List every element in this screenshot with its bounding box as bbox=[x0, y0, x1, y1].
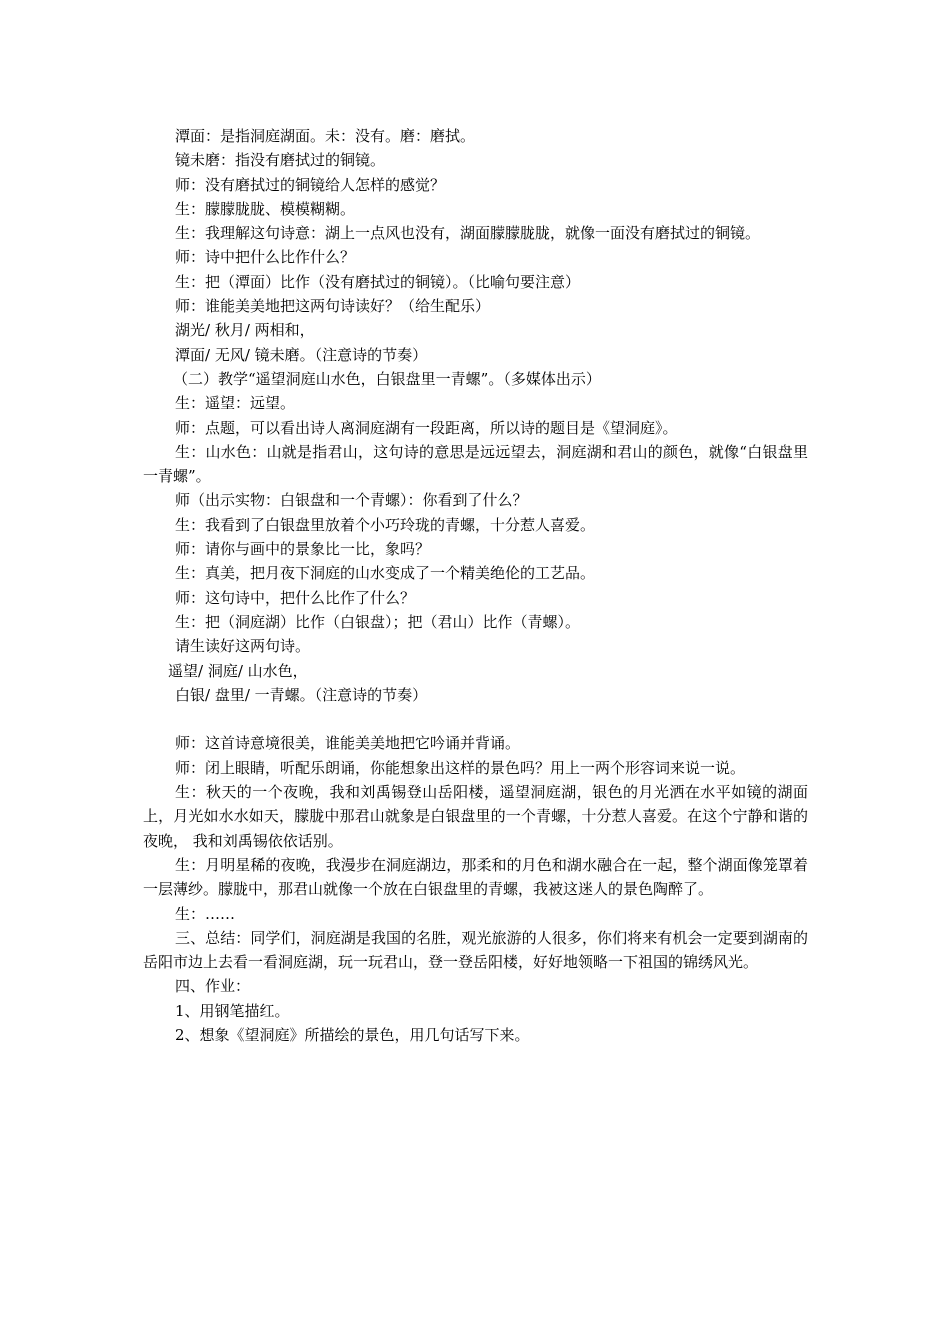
text-line: 生：我看到了白银盘里放着个小巧玲珑的青螺，十分惹人喜爱。 bbox=[175, 515, 596, 534]
section-heading: （二）教学“遥望洞庭山水色，白银盘里一青螺”。（多媒体出示） bbox=[173, 369, 601, 388]
document-body bbox=[143, 124, 808, 1047]
text-line: 2、想象《望洞庭》所描绘的景色，用几句话写下来。 bbox=[175, 1025, 530, 1044]
text-line: 1、用钢笔描红。 bbox=[175, 1001, 290, 1020]
poem-line: 白银/ 盘里/ 一青螺。（注意诗的节奏） bbox=[175, 685, 428, 704]
text-line: 师（出示实物：白银盘和一个青螺）：你看到了什么？ bbox=[175, 491, 528, 510]
text-line: 四、作业： bbox=[175, 977, 251, 996]
paragraph: 生：月明星稀的夜晚，我漫步在洞庭湖边，那柔和的月色和湖水融合在一起，整个湖面像笼罩着一层薄纱。朦胧中，那君山就像一个放在白银盘里的青螺，我被这迷人的景色陶醉了。 bbox=[143, 855, 808, 899]
text-line: 师：这句诗中，把什么比作了什么？ bbox=[175, 588, 416, 607]
text-line: 潭面：是指洞庭湖面。未：没有。磨：磨拭。 bbox=[175, 127, 476, 145]
poem-line: 湖光/ 秋月/ 两相和， bbox=[175, 321, 315, 340]
text-line: 生：真美，把月夜下洞庭的山水变成了一个精美绝伦的工艺品。 bbox=[175, 564, 596, 583]
text-line: 师：谁能美美地把这两句诗读好？（给生配乐） bbox=[175, 297, 491, 316]
poem-line: 遥望/ 洞庭/ 山水色， bbox=[168, 661, 308, 680]
paragraph: 生：秋天的一个夜晚，我和刘禹锡登山岳阳楼，遥望洞庭湖，银色的月光洒在水平如镜的湖面上，月光如水水如天，朦胧中那君山就象是白银盘里的一个青螺，十分惹人喜爱。在这个宁静和谐的夜晚， 我和刘禹锡依依话别。 bbox=[143, 783, 808, 850]
text-line: 生：我理解这句诗意：湖上一点风也没有，湖面朦朦胧胧，就像一面没有磨拭过的铜镜。 bbox=[175, 224, 761, 243]
blank-line bbox=[143, 707, 808, 731]
text-line: 请生读好这两句诗。 bbox=[175, 637, 311, 656]
poem-line: 潭面/ 无风/ 镜未磨。（注意诗的节奏） bbox=[175, 345, 428, 364]
text-line: 师：请你与画中的景象比一比，象吗？ bbox=[175, 540, 431, 559]
paragraph: 生：山水色：山就是指君山，这句诗的意思是远远望去，洞庭湖和君山的颜色，就像“白银盘里一青螺”。 bbox=[143, 442, 808, 486]
text-line: 生：把（潭面）比作（没有磨拭过的铜镜）。（比喻句要注意） bbox=[175, 272, 581, 291]
text-line: 生：…… bbox=[175, 904, 236, 923]
text-line: 师：点题，可以看出诗人离洞庭湖有一段距离，所以诗的题目是《望洞庭》。 bbox=[175, 418, 678, 437]
text-line: 师：没有磨拭过的铜镜给人怎样的感觉？ bbox=[175, 175, 446, 194]
text-line: 镜未磨：指没有磨拭过的铜镜。 bbox=[175, 151, 386, 170]
text-line: 师：诗中把什么比作什么？ bbox=[175, 248, 356, 267]
text-line: 师：这首诗意境很美，谁能美美地把它吟诵并背诵。 bbox=[175, 734, 521, 753]
text-line: 生：把（洞庭湖）比作（白银盘）；把（君山）比作（青螺）。 bbox=[175, 612, 581, 631]
text-line: 生：遥望：远望。 bbox=[175, 394, 296, 413]
paragraph: 三、总结：同学们，洞庭湖是我国的名胜，观光旅游的人很多，你们将来有机会一定要到湖南的岳阳市边上去看一看洞庭湖，玩一玩君山，登一登岳阳楼，好好地领略一下祖国的锦绣风光。 bbox=[143, 928, 808, 972]
text-line: 生：朦朦胧胧、模模糊糊。 bbox=[175, 199, 356, 218]
text-line: 师：闭上眼睛，听配乐朗诵，你能想象出这样的景色吗？用上一两个形容词来说一说。 bbox=[175, 758, 746, 777]
